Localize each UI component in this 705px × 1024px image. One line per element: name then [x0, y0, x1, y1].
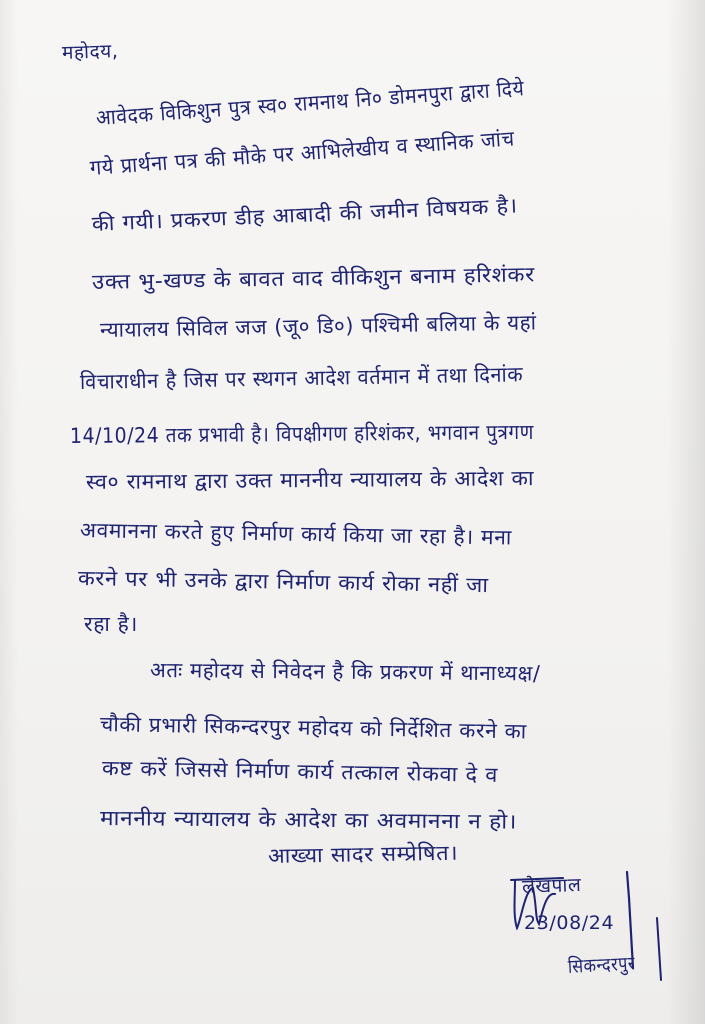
letter-line: गये प्रार्थना पत्र की मौके पर आभिलेखीय व स्थानिक जांच	[89, 126, 516, 180]
signature-date: 23/08/24	[524, 912, 615, 934]
letter-line: स्व० रामनाथ द्वारा उक्त माननीय न्यायालय के आदेश का	[85, 466, 535, 494]
letter-line: अवमानना करते हुए निर्माण कार्य किया जा रहा है। मना	[79, 518, 513, 550]
letter-line: अतः महोदय से निवेदन है कि प्रकरण में थानाध्यक्ष/	[149, 658, 541, 686]
letter-line: की गयी। प्रकरण डीह आबादी की जमीन विषयक है।	[91, 193, 519, 236]
page-edge-shadow-left	[0, 0, 18, 1024]
letter-salutation: महोदय,	[61, 40, 119, 64]
letter-line: उक्त भु-खण्ड के बावत वाद वीकिशुन बनाम हरिशंकर	[91, 262, 536, 294]
letter-line: न्यायालय सिविल जज (जू० डि०) पश्चिमी बलिया के यहां	[99, 310, 537, 342]
letter-line: करने पर भी उनके द्वारा निर्माण कार्य रोका नहीं जा	[77, 566, 489, 598]
letter-line: रहा है।	[84, 612, 138, 636]
letter-line: आवेदक विकिशुन पुत्र स्व० रामनाथ नि० डोमनपुरा द्वारा दिये	[95, 76, 526, 130]
letter-line: चौकी प्रभारी सिकन्दरपुर महोदय को निर्देशित करने का	[99, 712, 528, 744]
signature-designation: लेखपाल	[521, 873, 582, 898]
letter-line: विचाराधीन है जिस पर स्थगन आदेश वर्तमान में तथा दिनांक	[79, 362, 524, 394]
letter-line: माननीय न्यायालय के आदेश का अवमानना न हो।	[99, 806, 518, 834]
letter-line: 14/10/24 तक प्रभावी है। विपक्षीगण हरिशंकर, भगवान पुत्रगण	[69, 419, 534, 448]
letter-line: कष्ट करें जिससे निर्माण कार्य तत्काल रोकवा दे व	[101, 756, 499, 787]
signature-place: सिकन्दरपुर	[567, 952, 636, 978]
letter-closing: आख्या सादर सम्प्रेषित।	[267, 840, 459, 868]
